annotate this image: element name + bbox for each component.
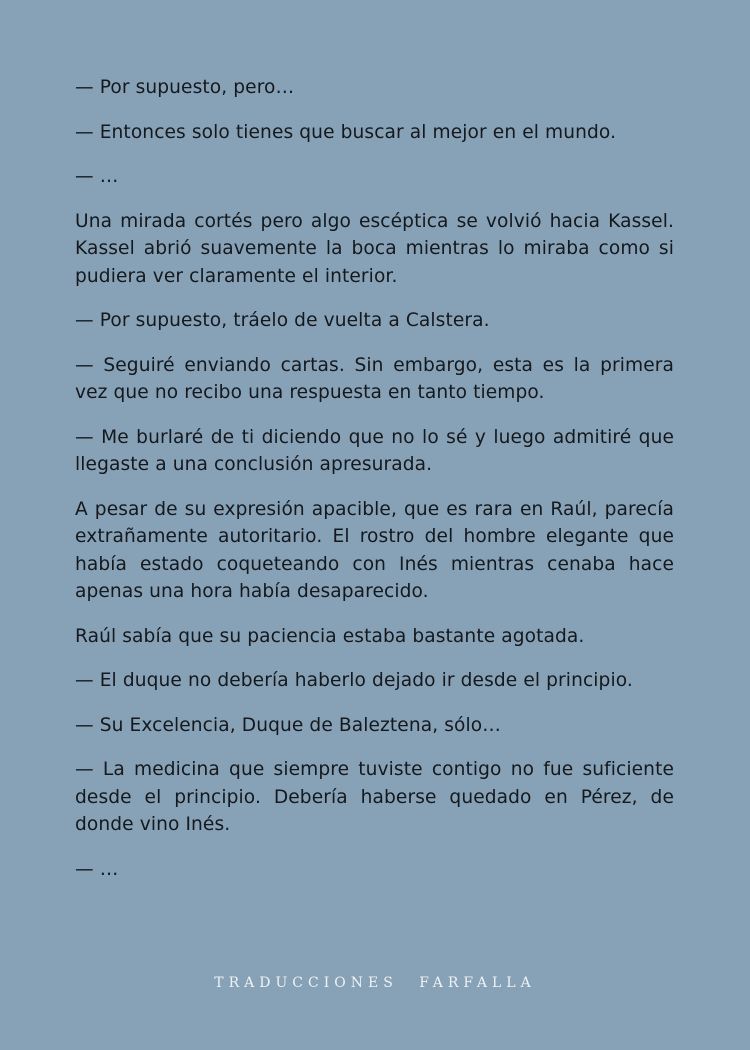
paragraph: — Por supuesto, pero… (75, 77, 295, 98)
paragraph: — Me burlaré de ti diciendo que no lo sé y luego admitiré que llegaste a una conclusión apresurada. (75, 426, 674, 475)
paragraph: — … (75, 166, 119, 187)
paragraph: — … (75, 858, 119, 880)
paragraph: — El duque no debería haberlo dejado ir desde el principio. (75, 670, 633, 691)
paragraph: — Entonces solo tienes que buscar al mejor en el mundo. (75, 121, 617, 143)
paragraph: — Su Excelencia, Duque de Baleztena, sólo… (75, 714, 501, 736)
paragraph: Raúl sabía que su paciencia estaba bastante agotada. (75, 625, 585, 647)
paragraph: — La medicina que siempre tuviste contigo no fue suficiente desde el principio. Debería haberse quedado en Pérez, de donde vino Inés. (75, 759, 674, 835)
paragraph: — Seguiré enviando cartas. Sin embargo, esta es la primera vez que no recibo una respuesta en tanto tiempo. (75, 354, 674, 403)
paragraph: Una mirada cortés pero algo escéptica se volvió hacia Kassel. Kassel abrió suavemente la boca mientras lo miraba como si pudiera ver claramente el interior. (75, 210, 674, 287)
paragraph: A pesar de su expresión apacible, que es rara en Raúl, parecía extrañamente autoritario. El rostro del hombre elegante que había estado coqueteando con Inés mientras cenaba hace apenas una hora había desaparecido. (75, 498, 674, 602)
paragraph: — Por supuesto, tráelo de vuelta a Calstera. (75, 310, 490, 331)
footer-credit: TRADUCCIONES FARFALLA (214, 975, 536, 991)
page-text (75, 74, 674, 900)
